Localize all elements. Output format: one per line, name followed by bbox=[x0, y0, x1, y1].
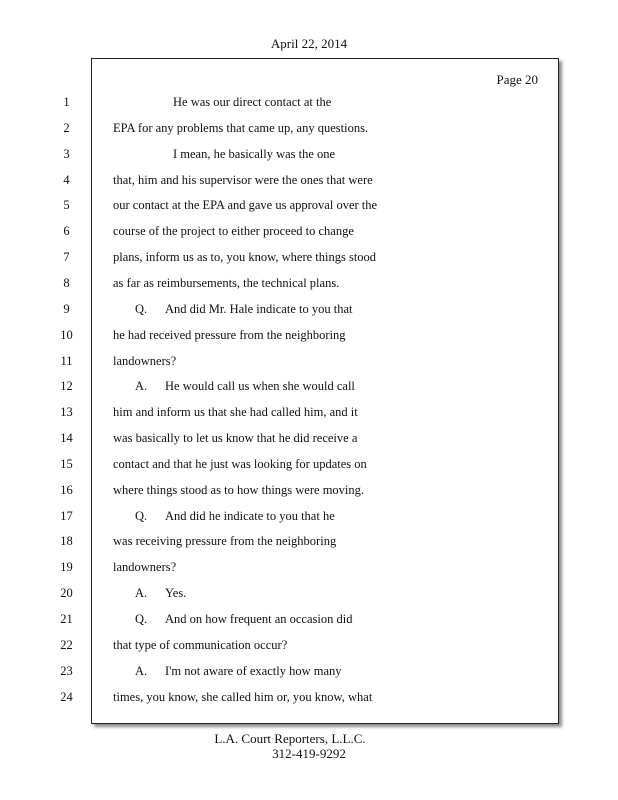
line-number: 15 bbox=[60, 456, 73, 471]
transcript-line bbox=[0, 247, 618, 267]
line-text: I'm not aware of exactly how many bbox=[165, 663, 342, 678]
line-text: plans, inform us as to, you know, where things stood bbox=[113, 250, 377, 265]
transcript-line bbox=[0, 376, 618, 396]
line-text: And did Mr. Hale indicate to you that bbox=[165, 301, 353, 316]
line-number: 7 bbox=[63, 250, 70, 265]
line-number: 6 bbox=[63, 224, 70, 239]
qa-label: A. bbox=[135, 663, 148, 678]
qa-label: Q. bbox=[135, 508, 148, 523]
line-text: times, you know, she called him or, you know, what bbox=[113, 689, 373, 704]
transcript-line bbox=[0, 325, 618, 345]
qa-label: A. bbox=[135, 379, 148, 394]
line-text: he had received pressure from the neighboring bbox=[113, 327, 346, 342]
transcript-line bbox=[0, 609, 618, 629]
line-text: contact and that he just was looking for updates on bbox=[113, 456, 367, 471]
line-number: 16 bbox=[60, 482, 73, 497]
line-number: 1 bbox=[63, 95, 70, 109]
page-number: Page 20 bbox=[496, 72, 538, 87]
qa-label: Q. bbox=[135, 301, 148, 316]
line-number: 12 bbox=[60, 379, 73, 394]
line-number: 2 bbox=[63, 120, 70, 135]
transcript-line bbox=[0, 351, 618, 371]
qa-label: Q. bbox=[135, 612, 148, 626]
transcript-line bbox=[0, 557, 618, 577]
transcript-line bbox=[0, 170, 618, 190]
line-number: 4 bbox=[63, 172, 70, 187]
transcript-line bbox=[0, 273, 618, 293]
line-number: 13 bbox=[60, 405, 73, 420]
line-number: 5 bbox=[63, 198, 70, 213]
transcript-line bbox=[0, 195, 618, 215]
transcript-line bbox=[0, 531, 618, 551]
line-text: our contact at the EPA and gave us approval over the bbox=[113, 198, 378, 213]
transcript-line bbox=[0, 480, 618, 500]
line-text: EPA for any problems that came up, any questions. bbox=[113, 120, 369, 135]
line-number: 8 bbox=[63, 275, 70, 290]
line-number: 21 bbox=[60, 612, 73, 626]
line-number: 20 bbox=[60, 586, 73, 601]
transcript-line bbox=[0, 144, 618, 164]
line-text: And on how frequent an occasion did bbox=[165, 612, 353, 626]
line-text: as far as reimbursements, the technical plans. bbox=[113, 275, 340, 290]
line-text: that type of communication occur? bbox=[113, 637, 288, 652]
line-text: He would call us when she would call bbox=[165, 379, 355, 394]
transcript-line bbox=[0, 221, 618, 241]
transcript-line bbox=[0, 635, 618, 655]
line-text: course of the project to either proceed to change bbox=[113, 224, 354, 239]
line-text: was receiving pressure from the neighboring bbox=[113, 534, 337, 549]
transcript-line bbox=[0, 661, 618, 681]
line-number: 19 bbox=[60, 560, 73, 575]
line-number: 10 bbox=[60, 327, 73, 342]
reporter-company: L.A. Court Reporters, L.L.C. bbox=[214, 731, 366, 746]
line-number: 14 bbox=[60, 431, 73, 446]
qa-label: A. bbox=[135, 586, 148, 601]
line-number: 3 bbox=[63, 146, 70, 161]
transcript-line bbox=[0, 583, 618, 603]
line-number: 24 bbox=[60, 689, 73, 704]
line-text: landowners? bbox=[113, 560, 177, 575]
line-text: where things stood as to how things were moving. bbox=[113, 482, 365, 497]
transcript-line bbox=[0, 92, 618, 112]
line-text: I mean, he basically was the one bbox=[173, 146, 336, 161]
transcript-line bbox=[0, 299, 618, 319]
line-number: 11 bbox=[60, 353, 73, 368]
line-text: him and inform us that she had called him, and it bbox=[113, 405, 358, 420]
reporter-phone: 312-419-9292 bbox=[272, 746, 346, 761]
line-number: 17 bbox=[60, 508, 73, 523]
transcript-line bbox=[0, 506, 618, 526]
line-text: was basically to let us know that he did receive a bbox=[113, 431, 358, 446]
line-number: 22 bbox=[60, 637, 73, 652]
line-text: landowners? bbox=[113, 353, 177, 368]
transcript-line bbox=[0, 454, 618, 474]
transcript-date: April 22, 2014 bbox=[270, 36, 348, 51]
line-number: 23 bbox=[60, 663, 73, 678]
line-text: And did he indicate to you that he bbox=[165, 508, 335, 523]
transcript-line bbox=[0, 428, 618, 448]
line-number: 18 bbox=[60, 534, 73, 549]
line-text: He was our direct contact at the bbox=[173, 95, 332, 109]
transcript-line bbox=[0, 687, 618, 707]
line-text: that, him and his supervisor were the ones that were bbox=[113, 172, 373, 187]
transcript-line bbox=[0, 118, 618, 138]
line-number: 9 bbox=[63, 301, 70, 316]
line-text: Yes. bbox=[165, 586, 187, 601]
transcript-line bbox=[0, 402, 618, 422]
